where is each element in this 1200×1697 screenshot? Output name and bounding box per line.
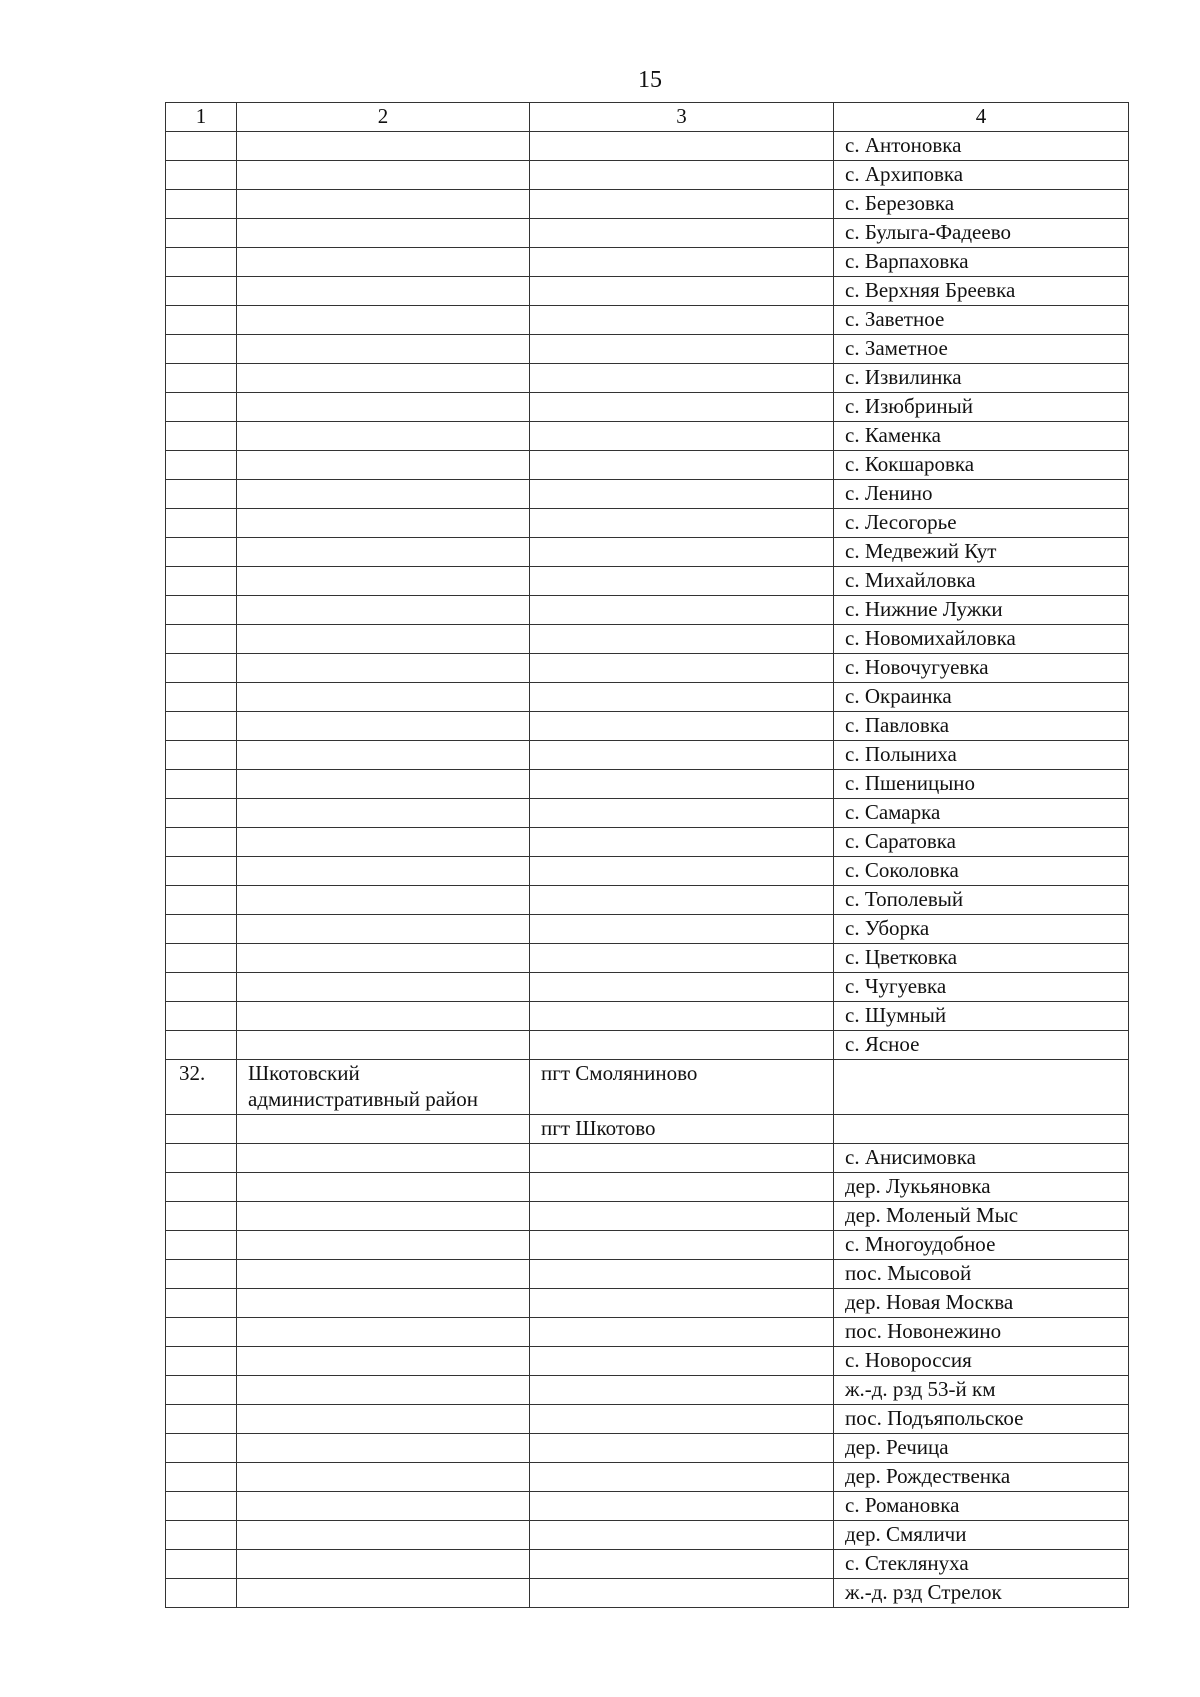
table-row (166, 1550, 1129, 1579)
table-row (166, 1115, 1129, 1144)
table-cell-col-1 (166, 161, 237, 190)
header-col-1: 1 (166, 103, 237, 132)
table-cell-col-3 (530, 886, 834, 915)
table-header-row (166, 103, 1129, 132)
table-cell-col-4: пос. Подъяпольское (834, 1405, 1129, 1434)
table-cell-col-4: с. Каменка (834, 422, 1129, 451)
table-cell-col-2 (237, 277, 530, 306)
table-cell-col-2 (237, 1202, 530, 1231)
table-row (166, 219, 1129, 248)
table-cell-col-3: пгт Смоляниново (530, 1060, 834, 1115)
table-cell-col-2 (237, 1405, 530, 1434)
table-row (166, 538, 1129, 567)
header-col-3: 3 (530, 103, 834, 132)
table-cell-col-4: с. Медвежий Кут (834, 538, 1129, 567)
table-row (166, 625, 1129, 654)
table-cell-col-1 (166, 509, 237, 538)
table-cell-col-2 (237, 451, 530, 480)
table-row (166, 451, 1129, 480)
table-cell-col-2 (237, 886, 530, 915)
table-cell-col-1 (166, 712, 237, 741)
table-cell-col-3 (530, 1463, 834, 1492)
table-cell-col-4: с. Новороссия (834, 1347, 1129, 1376)
table-cell-col-1 (166, 480, 237, 509)
table-cell-col-1 (166, 770, 237, 799)
table-cell-col-1 (166, 1376, 237, 1405)
table-cell-col-2 (237, 1144, 530, 1173)
table-cell-col-1 (166, 1405, 237, 1434)
table-cell-col-4: дер. Лукьяновка (834, 1173, 1129, 1202)
table-cell-col-4: с. Романовка (834, 1492, 1129, 1521)
table-row (166, 132, 1129, 161)
table-row (166, 509, 1129, 538)
table-cell-col-1 (166, 335, 237, 364)
table-cell-col-1 (166, 1318, 237, 1347)
table-cell-col-2 (237, 248, 530, 277)
table-cell-col-3 (530, 538, 834, 567)
table-cell-col-2 (237, 1289, 530, 1318)
table-cell-col-4: пос. Новонежино (834, 1318, 1129, 1347)
table-row (166, 857, 1129, 886)
table-cell-col-3 (530, 509, 834, 538)
table-cell-col-3 (530, 1289, 834, 1318)
table-cell-col-2 (237, 538, 530, 567)
table-row (166, 1405, 1129, 1434)
table-cell-col-4: с. Многоудобное (834, 1231, 1129, 1260)
header-col-4: 4 (834, 103, 1129, 132)
table-row (166, 1434, 1129, 1463)
table-row (166, 1260, 1129, 1289)
table-cell-col-2 (237, 1492, 530, 1521)
table-cell-col-3 (530, 1260, 834, 1289)
table-cell-col-1 (166, 1347, 237, 1376)
table-cell-col-1 (166, 1463, 237, 1492)
table-row (166, 567, 1129, 596)
table-cell-col-3 (530, 422, 834, 451)
table-cell-col-1 (166, 1550, 237, 1579)
table-cell-col-1 (166, 944, 237, 973)
table-cell-col-3 (530, 190, 834, 219)
table-cell-col-1 (166, 451, 237, 480)
table-cell-col-4: с. Чугуевка (834, 973, 1129, 1002)
table-cell-col-3 (530, 364, 834, 393)
table-body (166, 103, 1129, 1608)
table-cell-col-1 (166, 1521, 237, 1550)
table-cell-col-3 (530, 1405, 834, 1434)
table-cell-col-3 (530, 1492, 834, 1521)
table-cell-col-4: с. Павловка (834, 712, 1129, 741)
table-cell-col-1 (166, 886, 237, 915)
table-cell-col-1 (166, 915, 237, 944)
table-cell-col-2 (237, 567, 530, 596)
table-cell-col-4: с. Заметное (834, 335, 1129, 364)
table-cell-col-3 (530, 1202, 834, 1231)
table-row (166, 480, 1129, 509)
table-cell-col-1 (166, 741, 237, 770)
table-cell-col-1 (166, 567, 237, 596)
table-cell-col-2 (237, 625, 530, 654)
table-cell-col-3 (530, 915, 834, 944)
table-cell-col-1 (166, 857, 237, 886)
table-cell-col-1 (166, 364, 237, 393)
table-cell-col-3 (530, 480, 834, 509)
table-row (166, 1318, 1129, 1347)
table-row (166, 712, 1129, 741)
table-cell-col-2 (237, 828, 530, 857)
table-cell-col-2 (237, 1173, 530, 1202)
table-cell-col-1 (166, 799, 237, 828)
table-cell-col-4 (834, 1115, 1129, 1144)
table-cell-col-4: дер. Рождественка (834, 1463, 1129, 1492)
table-row (166, 596, 1129, 625)
table-cell-col-2 (237, 422, 530, 451)
table-cell-col-1 (166, 973, 237, 1002)
table-cell-col-2 (237, 1434, 530, 1463)
table-row (166, 161, 1129, 190)
table-cell-col-4: с. Саратовка (834, 828, 1129, 857)
table-cell-col-2 (237, 915, 530, 944)
table-cell-col-1 (166, 538, 237, 567)
table-cell-col-2 (237, 1347, 530, 1376)
table-cell-col-2 (237, 712, 530, 741)
table-row (166, 1031, 1129, 1060)
table-row (166, 683, 1129, 712)
table-row (166, 973, 1129, 1002)
table-cell-col-3 (530, 306, 834, 335)
table-cell-col-4: с. Варпаховка (834, 248, 1129, 277)
table-cell-col-4: с. Архиповка (834, 161, 1129, 190)
table-cell-col-4: с. Изюбриный (834, 393, 1129, 422)
table-cell-col-4: с. Верхняя Бреевка (834, 277, 1129, 306)
table-row (166, 1144, 1129, 1173)
table-cell-col-3 (530, 277, 834, 306)
table-cell-col-2 (237, 480, 530, 509)
table-cell-col-3 (530, 1434, 834, 1463)
table-row (166, 741, 1129, 770)
table-cell-col-4: с. Шумный (834, 1002, 1129, 1031)
table-cell-col-2 (237, 1579, 530, 1608)
table-cell-col-1 (166, 625, 237, 654)
table-cell-col-2 (237, 1115, 530, 1144)
table-cell-col-1 (166, 1173, 237, 1202)
table-cell-col-1 (166, 1434, 237, 1463)
table-cell-col-3 (530, 973, 834, 1002)
table-row (166, 306, 1129, 335)
table-cell-col-3 (530, 161, 834, 190)
table-cell-col-4: с. Полыниха (834, 741, 1129, 770)
table-cell-col-3 (530, 654, 834, 683)
table-cell-col-3 (530, 1521, 834, 1550)
table-cell-col-2 (237, 654, 530, 683)
table-cell-col-3 (530, 857, 834, 886)
table-cell-col-2 (237, 683, 530, 712)
table-row (166, 1173, 1129, 1202)
table-cell-col-1 (166, 1289, 237, 1318)
table-row (166, 828, 1129, 857)
table-cell-col-4: пос. Мысовой (834, 1260, 1129, 1289)
table-row (166, 335, 1129, 364)
settlements-table (165, 102, 1129, 1608)
header-col-2: 2 (237, 103, 530, 132)
table-cell-col-2 (237, 132, 530, 161)
table-cell-col-3 (530, 451, 834, 480)
table-cell-col-3 (530, 625, 834, 654)
table-row (166, 1463, 1129, 1492)
table-cell-col-2 (237, 596, 530, 625)
table-cell-col-2 (237, 973, 530, 1002)
table-cell-col-1 (166, 654, 237, 683)
table-cell-col-2: Шкотовский административный район (237, 1060, 530, 1115)
table-cell-col-4: с. Извилинка (834, 364, 1129, 393)
table-cell-col-2 (237, 741, 530, 770)
table-row (166, 654, 1129, 683)
table-cell-col-2 (237, 190, 530, 219)
table-cell-col-1: 32. (166, 1060, 237, 1115)
table-cell-col-4: с. Михайловка (834, 567, 1129, 596)
table-row (166, 393, 1129, 422)
table-cell-col-4: с. Антоновка (834, 132, 1129, 161)
table-cell-col-4: с. Пшеницыно (834, 770, 1129, 799)
table-row (166, 1002, 1129, 1031)
table-cell-col-4: с. Соколовка (834, 857, 1129, 886)
table-cell-col-3 (530, 248, 834, 277)
table-cell-col-1 (166, 1031, 237, 1060)
table-row (166, 1231, 1129, 1260)
table-cell-col-1 (166, 1115, 237, 1144)
table-cell-col-2 (237, 219, 530, 248)
table-cell-col-2 (237, 161, 530, 190)
table-cell-col-4: с. Кокшаровка (834, 451, 1129, 480)
table-cell-col-3 (530, 1376, 834, 1405)
table-cell-col-3: пгт Шкотово (530, 1115, 834, 1144)
table-cell-col-3 (530, 1031, 834, 1060)
table-cell-col-4: дер. Смяличи (834, 1521, 1129, 1550)
table-row (166, 770, 1129, 799)
table-cell-col-1 (166, 306, 237, 335)
table-cell-col-3 (530, 741, 834, 770)
table-cell-col-2 (237, 1550, 530, 1579)
table-cell-col-2 (237, 944, 530, 973)
table-row (166, 277, 1129, 306)
table-cell-col-2 (237, 1002, 530, 1031)
table-row (166, 1492, 1129, 1521)
table-row (166, 944, 1129, 973)
table-row (166, 915, 1129, 944)
table-cell-col-3 (530, 596, 834, 625)
table-cell-col-2 (237, 1231, 530, 1260)
table-cell-col-4: с. Анисимовка (834, 1144, 1129, 1173)
table-row (166, 886, 1129, 915)
table-cell-col-3 (530, 132, 834, 161)
table-cell-col-4: дер. Новая Москва (834, 1289, 1129, 1318)
table-cell-col-1 (166, 683, 237, 712)
table-cell-col-3 (530, 712, 834, 741)
table-cell-col-4: с. Уборка (834, 915, 1129, 944)
table-cell-col-1 (166, 1260, 237, 1289)
table-cell-col-3 (530, 799, 834, 828)
table-cell-col-3 (530, 567, 834, 596)
table-cell-col-3 (530, 1579, 834, 1608)
table-cell-col-3 (530, 1144, 834, 1173)
table-cell-col-4: дер. Речица (834, 1434, 1129, 1463)
table-cell-col-4: с. Новочугуевка (834, 654, 1129, 683)
table-cell-col-3 (530, 219, 834, 248)
table-row (166, 1202, 1129, 1231)
table-cell-col-4: с. Тополевый (834, 886, 1129, 915)
table-cell-col-1 (166, 219, 237, 248)
table-cell-col-2 (237, 393, 530, 422)
table-row (166, 422, 1129, 451)
table-cell-col-1 (166, 1231, 237, 1260)
table-cell-col-1 (166, 393, 237, 422)
table-cell-col-2 (237, 306, 530, 335)
table-cell-col-4: ж.-д. рзд 53-й км (834, 1376, 1129, 1405)
page-number: 15 (638, 67, 662, 93)
table-cell-col-3 (530, 683, 834, 712)
table-row (166, 248, 1129, 277)
table-cell-col-3 (530, 1550, 834, 1579)
table-cell-col-4: с. Самарка (834, 799, 1129, 828)
table-cell-col-1 (166, 248, 237, 277)
table-cell-col-1 (166, 1492, 237, 1521)
table-cell-col-2 (237, 364, 530, 393)
table-row (166, 1347, 1129, 1376)
table-cell-col-4: с. Новомихайловка (834, 625, 1129, 654)
table-cell-col-1 (166, 422, 237, 451)
table-cell-col-4: ж.-д. рзд Стрелок (834, 1579, 1129, 1608)
table-cell-col-2 (237, 1463, 530, 1492)
table-cell-col-3 (530, 1318, 834, 1347)
table-row (166, 1060, 1129, 1115)
table-row (166, 1376, 1129, 1405)
table-cell-col-1 (166, 828, 237, 857)
table-cell-col-2 (237, 770, 530, 799)
table-row (166, 799, 1129, 828)
table-cell-col-2 (237, 1376, 530, 1405)
table-cell-col-3 (530, 1173, 834, 1202)
table-cell-col-3 (530, 1347, 834, 1376)
table-row (166, 190, 1129, 219)
table-cell-col-1 (166, 190, 237, 219)
table-cell-col-1 (166, 1002, 237, 1031)
table-row (166, 364, 1129, 393)
table-cell-col-3 (530, 1002, 834, 1031)
table-cell-col-3 (530, 1231, 834, 1260)
table-cell-col-1 (166, 1579, 237, 1608)
table-cell-col-1 (166, 596, 237, 625)
table-row (166, 1521, 1129, 1550)
table-cell-col-2 (237, 1031, 530, 1060)
table-cell-col-4: с. Нижние Лужки (834, 596, 1129, 625)
table-cell-col-4 (834, 1060, 1129, 1115)
table-cell-col-2 (237, 1318, 530, 1347)
table-cell-col-1 (166, 1144, 237, 1173)
table-cell-col-2 (237, 799, 530, 828)
table-cell-col-2 (237, 857, 530, 886)
table-cell-col-2 (237, 509, 530, 538)
table-cell-col-2 (237, 1260, 530, 1289)
table-cell-col-4: с. Березовка (834, 190, 1129, 219)
table-cell-col-4: с. Лесогорье (834, 509, 1129, 538)
table-cell-col-4: с. Цветковка (834, 944, 1129, 973)
table-cell-col-3 (530, 393, 834, 422)
table-cell-col-4: с. Стеклянуха (834, 1550, 1129, 1579)
table-cell-col-4: с. Ясное (834, 1031, 1129, 1060)
table-cell-col-4: с. Ленино (834, 480, 1129, 509)
table-cell-col-1 (166, 1202, 237, 1231)
table-cell-col-1 (166, 277, 237, 306)
table-cell-col-2 (237, 335, 530, 364)
table-cell-col-4: с. Окраинка (834, 683, 1129, 712)
table-cell-col-3 (530, 770, 834, 799)
table-cell-col-4: с. Заветное (834, 306, 1129, 335)
table-cell-col-3 (530, 944, 834, 973)
table-cell-col-3 (530, 828, 834, 857)
table-row (166, 1289, 1129, 1318)
table-cell-col-2 (237, 1521, 530, 1550)
table-cell-col-1 (166, 132, 237, 161)
table-cell-col-4: с. Булыга-Фадеево (834, 219, 1129, 248)
table-row (166, 1579, 1129, 1608)
table-cell-col-4: дер. Моленый Мыс (834, 1202, 1129, 1231)
table-cell-col-3 (530, 335, 834, 364)
